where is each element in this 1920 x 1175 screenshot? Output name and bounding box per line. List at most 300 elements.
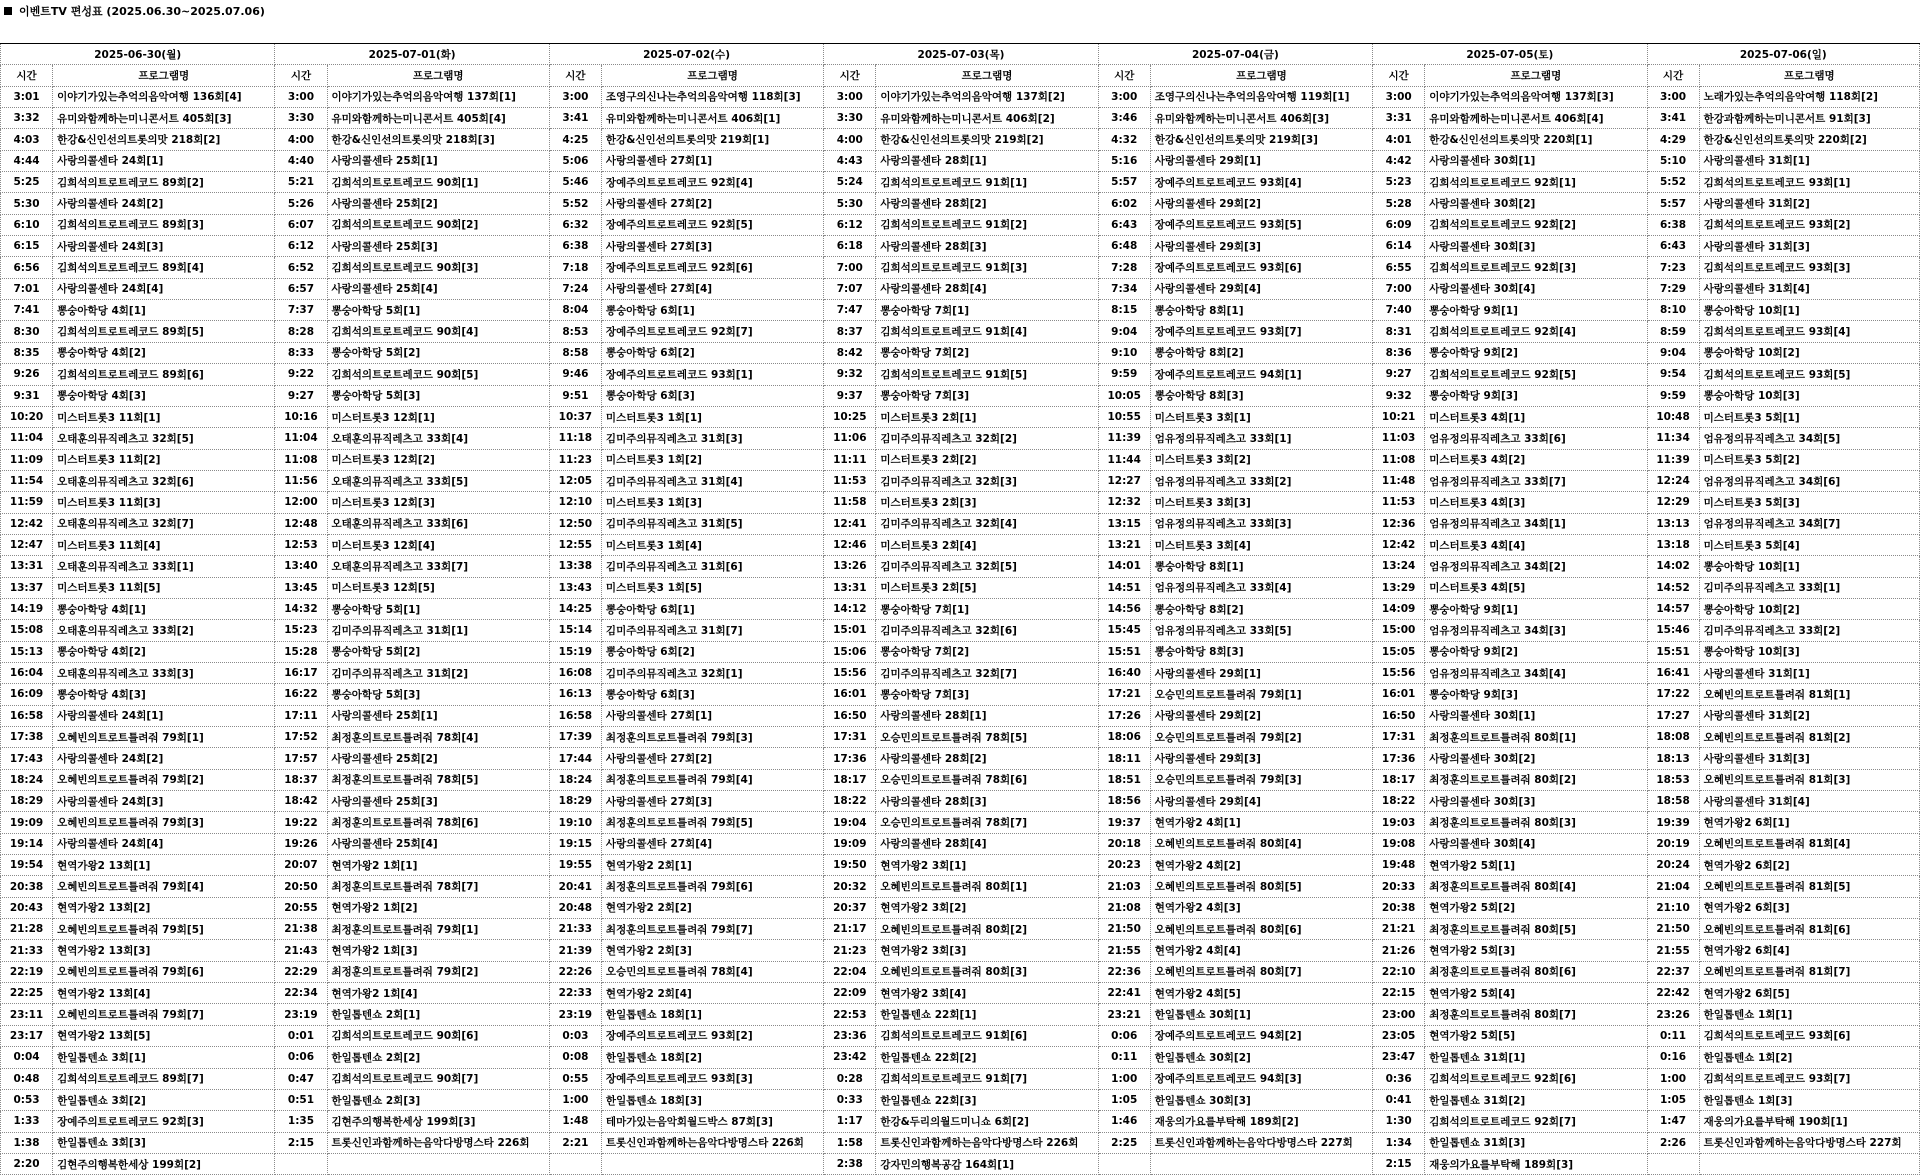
time-cell: 18:24 xyxy=(1,769,53,790)
time-cell: 11:04 xyxy=(1,428,53,449)
time-cell: 17:31 xyxy=(1373,727,1425,748)
time-cell: 3:30 xyxy=(275,108,327,129)
time-cell: 11:53 xyxy=(1373,492,1425,513)
time-cell: 12:42 xyxy=(1,513,53,534)
program-cell: 유미와함께하는미니콘서트 406회[3] xyxy=(1150,108,1372,129)
program-cell: 재웅의가요를부탁해 190회[1] xyxy=(1699,1111,1919,1132)
program-cell: 오혜빈의트로트틀려줘 79회[6] xyxy=(53,961,275,982)
program-cell: 현역가왕2 6회[1] xyxy=(1699,812,1919,833)
program-cell: 김희석의트로트레코드 90회[3] xyxy=(327,257,549,278)
time-cell: 20:48 xyxy=(549,897,601,918)
table-row xyxy=(1,300,1920,321)
program-cell: 오혜빈의트로트틀려줘 81회[3] xyxy=(1699,769,1919,790)
program-cell: 뽕숭아학당 9회[1] xyxy=(1425,300,1647,321)
time-cell: 0:55 xyxy=(549,1068,601,1089)
time-cell: 12:00 xyxy=(275,492,327,513)
program-cell: 오혜빈의트로트틀려줘 79회[7] xyxy=(53,1004,275,1025)
time-column-header: 시간 xyxy=(1098,65,1150,86)
table-row xyxy=(1,855,1920,876)
program-cell: 사랑의콜센타 30회[4] xyxy=(1425,833,1647,854)
time-cell: 20:41 xyxy=(549,876,601,897)
program-cell: 최정훈의트로트틀려줘 78회[7] xyxy=(327,876,549,897)
program-cell: 한일톱텐쇼 2회[1] xyxy=(327,1004,549,1025)
time-cell: 11:04 xyxy=(275,428,327,449)
time-cell: 19:54 xyxy=(1,855,53,876)
time-cell: 3:00 xyxy=(1647,86,1699,107)
program-cell: 한강&신인선의트롯의맛 219회[1] xyxy=(601,129,823,150)
time-cell: 19:37 xyxy=(1098,812,1150,833)
program-cell: 뽕숭아학당 4회[1] xyxy=(53,300,275,321)
time-cell: 19:26 xyxy=(275,833,327,854)
program-cell: 사랑의콜센타 31회[1] xyxy=(1699,150,1919,171)
program-cell: 현역가왕2 3회[2] xyxy=(876,897,1098,918)
time-cell: 19:04 xyxy=(824,812,876,833)
program-cell: 최정훈의트로트틀려줘 80회[1] xyxy=(1425,727,1647,748)
time-cell: 16:17 xyxy=(275,662,327,683)
time-cell: 1:00 xyxy=(549,1089,601,1110)
program-cell: 오혜빈의트로트틀려줘 79회[4] xyxy=(53,876,275,897)
table-row xyxy=(1,791,1920,812)
program-cell: 최정훈의트로트틀려줘 80회[6] xyxy=(1425,961,1647,982)
time-cell: 7:41 xyxy=(1,300,53,321)
time-cell: 2:21 xyxy=(549,1132,601,1153)
time-cell: 16:04 xyxy=(1,662,53,683)
time-cell: 18:51 xyxy=(1098,769,1150,790)
program-cell: 김희석의트로트레코드 92회[1] xyxy=(1425,172,1647,193)
time-cell: 22:04 xyxy=(824,961,876,982)
time-column-header: 시간 xyxy=(824,65,876,86)
time-cell: 15:45 xyxy=(1098,620,1150,641)
program-cell: 미스터트롯3 1회[2] xyxy=(601,449,823,470)
program-cell: 사랑의콜센타 24회[2] xyxy=(53,748,275,769)
time-cell: 21:26 xyxy=(1373,940,1425,961)
time-cell xyxy=(1098,1153,1150,1174)
program-cell: 현역가왕2 6회[3] xyxy=(1699,897,1919,918)
program-cell: 오혜빈의트로트틀려줘 81회[6] xyxy=(1699,919,1919,940)
program-cell: 한강&신인선의트롯의맛 219회[2] xyxy=(876,129,1098,150)
program-cell: 현역가왕2 2회[4] xyxy=(601,983,823,1004)
time-cell: 13:31 xyxy=(1,556,53,577)
time-cell: 4:00 xyxy=(275,129,327,150)
program-cell: 미스터트롯3 12회[5] xyxy=(327,577,549,598)
time-cell: 22:09 xyxy=(824,983,876,1004)
program-cell: 사랑의콜센타 31회[4] xyxy=(1699,278,1919,299)
time-cell: 6:02 xyxy=(1098,193,1150,214)
program-cell: 현역가왕2 4회[3] xyxy=(1150,897,1372,918)
time-cell: 19:08 xyxy=(1373,833,1425,854)
time-cell: 5:52 xyxy=(549,193,601,214)
program-column-header: 프로그램명 xyxy=(601,65,823,86)
time-cell: 1:34 xyxy=(1373,1132,1425,1153)
program-cell: 김희석의트로트레코드 93회[2] xyxy=(1699,214,1919,235)
time-cell: 21:33 xyxy=(549,919,601,940)
time-cell: 23:11 xyxy=(1,1004,53,1025)
time-cell: 6:14 xyxy=(1373,236,1425,257)
program-cell: 사랑의콜센타 27회[4] xyxy=(601,278,823,299)
program-cell: 뽕숭아학당 10회[2] xyxy=(1699,342,1919,363)
program-cell: 사랑의콜센타 29회[4] xyxy=(1150,791,1372,812)
time-cell: 12:27 xyxy=(1098,470,1150,491)
program-cell: 오승민의트로트틀려줘 78회[5] xyxy=(876,727,1098,748)
program-cell: 장예주의트로트레코드 94회[1] xyxy=(1150,364,1372,385)
program-column-header: 프로그램명 xyxy=(1699,65,1919,86)
time-cell: 17:31 xyxy=(824,727,876,748)
program-cell: 미스터트롯3 3회[4] xyxy=(1150,534,1372,555)
time-cell: 8:15 xyxy=(1098,300,1150,321)
time-cell: 0:47 xyxy=(275,1068,327,1089)
program-cell: 오혜빈의트로트틀려줘 80회[4] xyxy=(1150,833,1372,854)
time-cell: 17:44 xyxy=(549,748,601,769)
program-column-header: 프로그램명 xyxy=(327,65,549,86)
time-cell: 20:19 xyxy=(1647,833,1699,854)
program-cell: 오혜빈의트로트틀려줘 80회[7] xyxy=(1150,961,1372,982)
program-cell: 미스터트롯3 4회[4] xyxy=(1425,534,1647,555)
program-cell: 미스터트롯3 4회[5] xyxy=(1425,577,1647,598)
time-cell: 18:42 xyxy=(275,791,327,812)
program-cell: 사랑의콜센타 27회[3] xyxy=(601,236,823,257)
program-cell: 조영구의신나는추억의음악여행 118회[3] xyxy=(601,86,823,107)
program-cell: 오혜빈의트로트틀려줘 81회[2] xyxy=(1699,727,1919,748)
program-cell: 오혜빈의트로트틀려줘 80회[3] xyxy=(876,961,1098,982)
program-cell: 김미주의뮤직레츠고 32회[1] xyxy=(601,662,823,683)
time-cell: 8:59 xyxy=(1647,321,1699,342)
program-cell: 최정훈의트로트틀려줘 80회[4] xyxy=(1425,876,1647,897)
time-cell: 19:50 xyxy=(824,855,876,876)
time-cell: 20:38 xyxy=(1,876,53,897)
program-cell: 엄유정의뮤직레츠고 34회[2] xyxy=(1425,556,1647,577)
time-cell: 9:10 xyxy=(1098,342,1150,363)
program-cell: 한일톱텐쇼 31회[3] xyxy=(1425,1132,1647,1153)
time-cell: 1:35 xyxy=(275,1111,327,1132)
program-cell: 장예주의트로트레코드 93회[1] xyxy=(601,364,823,385)
program-cell: 사랑의콜센타 25회[4] xyxy=(327,278,549,299)
time-cell: 14:51 xyxy=(1098,577,1150,598)
program-cell: 유미와함께하는미니콘서트 406회[2] xyxy=(876,108,1098,129)
program-cell: 미스터트롯3 12회[1] xyxy=(327,406,549,427)
table-row xyxy=(1,919,1920,940)
program-cell: 김희석의트로트레코드 89회[2] xyxy=(53,172,275,193)
time-cell: 10:25 xyxy=(824,406,876,427)
time-cell: 16:41 xyxy=(1647,662,1699,683)
program-cell: 오혜빈의트로트틀려줘 80회[6] xyxy=(1150,919,1372,940)
page-title-text: 이벤트TV 편성표 (2025.06.30~2025.07.06) xyxy=(19,5,265,18)
time-cell: 18:29 xyxy=(549,791,601,812)
program-cell: 오혜빈의트로트틀려줘 81회[5] xyxy=(1699,876,1919,897)
table-row xyxy=(1,684,1920,705)
program-cell xyxy=(327,1153,549,1174)
program-cell: 사랑의콜센타 28회[1] xyxy=(876,150,1098,171)
program-cell: 김희석의트로트레코드 91회[3] xyxy=(876,257,1098,278)
time-cell: 15:06 xyxy=(824,641,876,662)
program-cell: 미스터트롯3 4회[2] xyxy=(1425,449,1647,470)
program-cell: 사랑의콜센타 31회[2] xyxy=(1699,193,1919,214)
time-cell: 18:29 xyxy=(1,791,53,812)
time-cell: 15:13 xyxy=(1,641,53,662)
program-cell: 엄유정의뮤직레츠고 34회[3] xyxy=(1425,620,1647,641)
program-cell: 현역가왕2 4회[5] xyxy=(1150,983,1372,1004)
program-cell: 장예주의트로트레코드 93회[2] xyxy=(601,1025,823,1046)
time-cell: 9:31 xyxy=(1,385,53,406)
program-cell: 오승민의트로트틀려줘 79회[1] xyxy=(1150,684,1372,705)
time-cell: 6:55 xyxy=(1373,257,1425,278)
schedule-body xyxy=(1,86,1920,1175)
time-cell: 6:43 xyxy=(1647,236,1699,257)
time-cell: 10:55 xyxy=(1098,406,1150,427)
program-cell: 현역가왕2 4회[4] xyxy=(1150,940,1372,961)
program-cell: 현역가왕2 2회[1] xyxy=(601,855,823,876)
program-cell: 사랑의콜센타 29회[4] xyxy=(1150,278,1372,299)
time-cell: 18:58 xyxy=(1647,791,1699,812)
time-cell: 8:53 xyxy=(549,321,601,342)
program-cell: 한일톱텐쇼 2회[3] xyxy=(327,1089,549,1110)
program-cell: 미스터트롯3 1회[4] xyxy=(601,534,823,555)
table-row xyxy=(1,257,1920,278)
date-header: 2025-07-05(토) xyxy=(1373,44,1647,65)
program-cell: 미스터트롯3 11회[5] xyxy=(53,577,275,598)
time-cell: 11:56 xyxy=(275,470,327,491)
program-cell: 오혜빈의트로트틀려줘 81회[1] xyxy=(1699,684,1919,705)
time-cell: 18:06 xyxy=(1098,727,1150,748)
program-cell: 노래가있는추억의음악여행 118회[2] xyxy=(1699,86,1919,107)
time-cell: 6:09 xyxy=(1373,214,1425,235)
table-row xyxy=(1,876,1920,897)
program-cell: 사랑의콜센타 29회[2] xyxy=(1150,193,1372,214)
table-row xyxy=(1,1111,1920,1132)
program-cell: 엄유정의뮤직레츠고 33회[7] xyxy=(1425,470,1647,491)
program-cell: 사랑의콜센타 24회[1] xyxy=(53,705,275,726)
program-cell: 현역가왕2 5회[5] xyxy=(1425,1025,1647,1046)
time-cell: 11:03 xyxy=(1373,428,1425,449)
program-cell: 사랑의콜센타 31회[4] xyxy=(1699,791,1919,812)
time-cell: 12:55 xyxy=(549,534,601,555)
time-cell: 16:01 xyxy=(1373,684,1425,705)
program-cell: 엄유정의뮤직레츠고 34회[5] xyxy=(1699,428,1919,449)
time-cell: 18:17 xyxy=(824,769,876,790)
program-cell: 김미주의뮤직레츠고 31회[7] xyxy=(601,620,823,641)
program-cell: 뽕숭아학당 8회[1] xyxy=(1150,300,1372,321)
program-cell: 엄유정의뮤직레츠고 34회[7] xyxy=(1699,513,1919,534)
program-cell: 김희석의트로트레코드 90회[4] xyxy=(327,321,549,342)
program-cell: 김희석의트로트레코드 89회[4] xyxy=(53,257,275,278)
table-row xyxy=(1,470,1920,491)
time-cell: 18:37 xyxy=(275,769,327,790)
time-cell: 3:01 xyxy=(1,86,53,107)
time-cell: 21:28 xyxy=(1,919,53,940)
time-cell: 21:33 xyxy=(1,940,53,961)
time-cell: 12:48 xyxy=(275,513,327,534)
time-cell: 13:15 xyxy=(1098,513,1150,534)
time-cell: 3:00 xyxy=(1098,86,1150,107)
time-cell: 4:32 xyxy=(1098,129,1150,150)
program-cell: 현역가왕2 4회[1] xyxy=(1150,812,1372,833)
program-cell: 오승민의트로트틀려줘 78회[4] xyxy=(601,961,823,982)
time-cell: 5:30 xyxy=(824,193,876,214)
time-cell: 18:56 xyxy=(1098,791,1150,812)
time-cell: 15:05 xyxy=(1373,641,1425,662)
program-cell: 트롯신인과함께하는음악다방명스타 226회 xyxy=(601,1132,823,1153)
program-cell: 장예주의트로트레코드 93회[4] xyxy=(1150,172,1372,193)
time-cell: 5:23 xyxy=(1373,172,1425,193)
time-cell: 9:59 xyxy=(1098,364,1150,385)
time-cell: 17:26 xyxy=(1098,705,1150,726)
program-cell: 사랑의콜센타 29회[1] xyxy=(1150,150,1372,171)
time-column-header: 시간 xyxy=(549,65,601,86)
time-cell: 14:57 xyxy=(1647,598,1699,619)
time-cell: 14:12 xyxy=(824,598,876,619)
time-cell: 0:01 xyxy=(275,1025,327,1046)
time-cell: 5:10 xyxy=(1647,150,1699,171)
program-cell: 뽕숭아학당 6회[2] xyxy=(601,342,823,363)
program-cell: 한일톱텐쇼 3회[2] xyxy=(53,1089,275,1110)
time-cell: 11:44 xyxy=(1098,449,1150,470)
program-cell: 사랑의콜센타 30회[3] xyxy=(1425,236,1647,257)
time-cell: 22:15 xyxy=(1373,983,1425,1004)
time-cell: 12:29 xyxy=(1647,492,1699,513)
program-cell: 김미주의뮤직레츠고 32회[4] xyxy=(876,513,1098,534)
time-cell: 7:34 xyxy=(1098,278,1150,299)
time-cell: 23:00 xyxy=(1373,1004,1425,1025)
program-cell: 뽕숭아학당 10회[2] xyxy=(1699,598,1919,619)
time-cell: 4:40 xyxy=(275,150,327,171)
time-cell: 8:31 xyxy=(1373,321,1425,342)
time-cell: 11:06 xyxy=(824,428,876,449)
time-cell: 17:22 xyxy=(1647,684,1699,705)
program-cell: 오승민의트로트틀려줘 78회[6] xyxy=(876,769,1098,790)
time-cell: 21:39 xyxy=(549,940,601,961)
time-cell: 7:00 xyxy=(824,257,876,278)
program-cell: 김희석의트로트레코드 90회[2] xyxy=(327,214,549,235)
time-cell: 5:46 xyxy=(549,172,601,193)
time-cell: 11:34 xyxy=(1647,428,1699,449)
program-cell: 미스터트롯3 2회[5] xyxy=(876,577,1098,598)
program-cell: 오태훈의뮤직레츠고 33회[3] xyxy=(53,662,275,683)
time-cell: 23:17 xyxy=(1,1025,53,1046)
time-cell: 0:06 xyxy=(1098,1025,1150,1046)
program-cell: 이야기가있는추억의음악여행 137회[3] xyxy=(1425,86,1647,107)
program-cell: 사랑의콜센타 30회[1] xyxy=(1425,150,1647,171)
time-cell: 6:52 xyxy=(275,257,327,278)
time-cell: 5:21 xyxy=(275,172,327,193)
program-cell: 김희석의트로트레코드 89회[6] xyxy=(53,364,275,385)
time-cell: 5:26 xyxy=(275,193,327,214)
program-cell: 김희석의트로트레코드 90회[6] xyxy=(327,1025,549,1046)
time-cell: 8:36 xyxy=(1373,342,1425,363)
program-cell: 김희석의트로트레코드 89회[5] xyxy=(53,321,275,342)
program-cell: 뽕숭아학당 9회[1] xyxy=(1425,598,1647,619)
time-cell: 12:24 xyxy=(1647,470,1699,491)
table-row xyxy=(1,940,1920,961)
program-cell: 김희석의트로트레코드 92회[5] xyxy=(1425,364,1647,385)
time-cell: 6:48 xyxy=(1098,236,1150,257)
program-cell: 오혜빈의트로트틀려줘 81회[7] xyxy=(1699,961,1919,982)
program-cell: 엄유정의뮤직레츠고 34회[4] xyxy=(1425,662,1647,683)
program-cell: 트롯신인과함께하는음악다방명스타 226회 xyxy=(876,1132,1098,1153)
program-cell: 사랑의콜센타 31회[2] xyxy=(1699,705,1919,726)
time-cell: 18:53 xyxy=(1647,769,1699,790)
time-cell: 11:18 xyxy=(549,428,601,449)
program-cell: 오혜빈의트로트틀려줘 79회[3] xyxy=(53,812,275,833)
program-cell: 사랑의콜센타 28회[2] xyxy=(876,748,1098,769)
program-cell: 엄유정의뮤직레츠고 34회[1] xyxy=(1425,513,1647,534)
time-cell: 15:23 xyxy=(275,620,327,641)
program-cell: 오혜빈의트로트틀려줘 80회[1] xyxy=(876,876,1098,897)
program-cell: 현역가왕2 6회[2] xyxy=(1699,855,1919,876)
time-cell: 2:20 xyxy=(1,1153,53,1174)
time-cell: 16:50 xyxy=(1373,705,1425,726)
time-cell: 7:47 xyxy=(824,300,876,321)
time-cell: 23:26 xyxy=(1647,1004,1699,1025)
table-row xyxy=(1,1153,1920,1174)
date-header: 2025-07-06(일) xyxy=(1647,44,1919,65)
time-cell: 0:16 xyxy=(1647,1047,1699,1068)
program-cell: 오태훈의뮤직레츠고 33회[7] xyxy=(327,556,549,577)
program-cell: 사랑의콜센타 27회[3] xyxy=(601,791,823,812)
program-cell: 사랑의콜센타 25회[4] xyxy=(327,833,549,854)
time-cell: 13:21 xyxy=(1098,534,1150,555)
time-cell: 13:45 xyxy=(275,577,327,598)
program-cell: 김미주의뮤직레츠고 31회[4] xyxy=(601,470,823,491)
time-cell: 13:40 xyxy=(275,556,327,577)
program-cell: 현역가왕2 13회[5] xyxy=(53,1025,275,1046)
program-cell: 김희석의트로트레코드 89회[3] xyxy=(53,214,275,235)
program-cell: 한강&신인선의트롯의맛 218회[3] xyxy=(327,129,549,150)
time-cell: 0:08 xyxy=(549,1047,601,1068)
table-row xyxy=(1,833,1920,854)
time-cell: 5:16 xyxy=(1098,150,1150,171)
program-cell: 뽕숭아학당 6회[2] xyxy=(601,641,823,662)
time-cell: 0:28 xyxy=(824,1068,876,1089)
time-cell: 5:28 xyxy=(1373,193,1425,214)
time-cell: 14:01 xyxy=(1098,556,1150,577)
program-cell: 현역가왕2 13회[2] xyxy=(53,897,275,918)
time-cell: 18:22 xyxy=(1373,791,1425,812)
table-row xyxy=(1,1068,1920,1089)
program-cell: 김희석의트로트레코드 92회[4] xyxy=(1425,321,1647,342)
date-header: 2025-07-03(목) xyxy=(824,44,1098,65)
time-cell: 15:51 xyxy=(1098,641,1150,662)
program-cell: 한일톱텐쇼 18회[1] xyxy=(601,1004,823,1025)
time-cell: 13:18 xyxy=(1647,534,1699,555)
program-cell: 사랑의콜센타 27회[1] xyxy=(601,705,823,726)
program-cell: 현역가왕2 1회[4] xyxy=(327,983,549,1004)
program-cell: 뽕숭아학당 7회[2] xyxy=(876,641,1098,662)
program-cell: 김희석의트로트레코드 93회[5] xyxy=(1699,364,1919,385)
program-cell: 최정훈의트로트틀려줘 80회[5] xyxy=(1425,919,1647,940)
time-cell: 17:43 xyxy=(1,748,53,769)
program-cell: 미스터트롯3 12회[3] xyxy=(327,492,549,513)
time-cell: 17:39 xyxy=(549,727,601,748)
program-cell: 뽕숭아학당 8회[2] xyxy=(1150,598,1372,619)
time-cell: 14:56 xyxy=(1098,598,1150,619)
time-cell: 13:38 xyxy=(549,556,601,577)
time-cell: 22:10 xyxy=(1373,961,1425,982)
time-cell: 7:40 xyxy=(1373,300,1425,321)
program-cell xyxy=(1150,1153,1372,1174)
time-cell: 22:33 xyxy=(549,983,601,1004)
schedule-table xyxy=(0,43,1920,1175)
program-cell: 사랑의콜센타 29회[3] xyxy=(1150,236,1372,257)
time-cell: 1:00 xyxy=(1098,1068,1150,1089)
time-cell: 12:05 xyxy=(549,470,601,491)
time-cell: 22:34 xyxy=(275,983,327,1004)
program-cell: 트롯신인과함께하는음악다방명스타 227회 xyxy=(1699,1132,1919,1153)
time-cell: 14:52 xyxy=(1647,577,1699,598)
time-cell: 11:08 xyxy=(1373,449,1425,470)
time-cell: 9:37 xyxy=(824,385,876,406)
program-cell: 사랑의콜센타 24회[3] xyxy=(53,236,275,257)
time-cell: 13:13 xyxy=(1647,513,1699,534)
program-cell: 한일톱텐쇼 22회[2] xyxy=(876,1047,1098,1068)
